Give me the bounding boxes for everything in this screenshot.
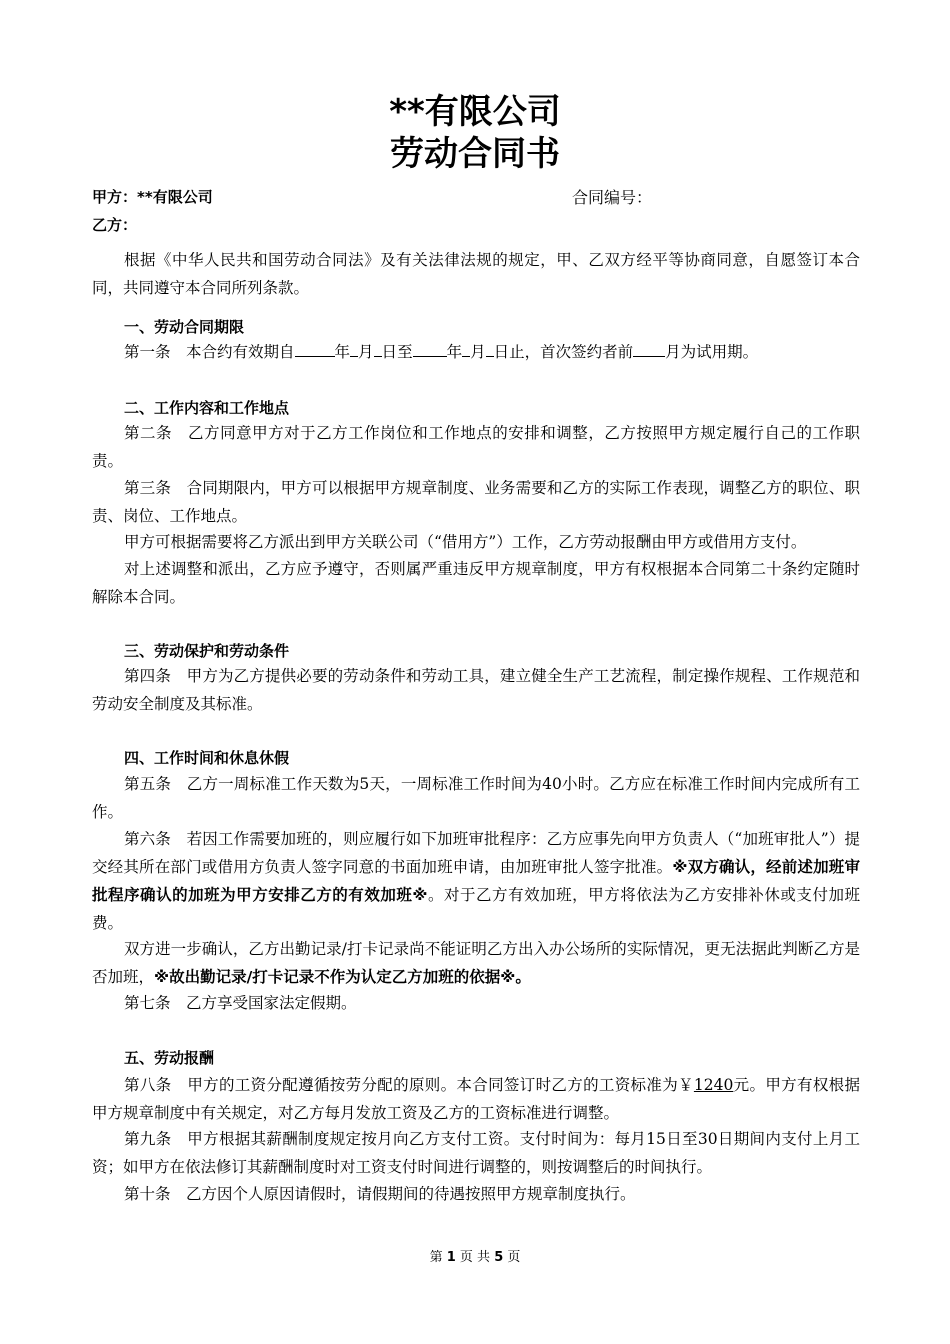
section-5-heading: 五、劳动报酬 xyxy=(124,1049,215,1067)
article-9: 第九条 甲方根据其薪酬制度规定按月向乙方支付工资。支付时间为：每月15日至30日期间内支付上月工资；如甲方在依法修订其薪酬制度时对工资支付时间进行调整的，则按调整后的时间执行。 xyxy=(92,1130,860,1176)
compliance-paragraph: 对上述调整和派出，乙方应予遵守，否则属严重违反甲方规章制度，甲方有权根据本合同第二十条约定随时解除本合同。 xyxy=(92,560,860,606)
party-a: 甲方：**有限公司 xyxy=(92,188,213,206)
secondment-paragraph: 甲方可根据需要将乙方派出到甲方关联公司（“借用方”）工作，乙方劳动报酬由甲方或借用方支付。 xyxy=(124,533,807,551)
section-2-heading: 二、工作内容和工作地点 xyxy=(124,399,290,417)
article-3: 第三条 合同期限内，甲方可以根据甲方规章制度、业务需要和乙方的实际工作表现，调整乙方的职位、职责、岗位、工作地点。 xyxy=(92,479,860,525)
contract-number-label: 合同编号： xyxy=(572,188,653,207)
article-7: 第七条 乙方享受国家法定假期。 xyxy=(124,994,357,1012)
article-1: 第一条 本合约有效期自 年 月 日至 年 月 日止，首次签约者前 月为试用期。 xyxy=(92,338,860,366)
salary-amount: 1240 xyxy=(693,1076,734,1094)
article-4: 第四条 甲方为乙方提供必要的劳动条件和劳动工具，建立健全生产工艺流程，制定操作规程、工作规范和劳动安全制度及其标准。 xyxy=(92,667,860,713)
document-title: 劳动合同书 xyxy=(390,134,560,174)
section-1-heading: 一、劳动合同期限 xyxy=(124,318,245,336)
attendance-paragraph: 双方进一步确认，乙方出勤记录/打卡记录尚不能证明乙方出入办公场所的实际情况，更无法据此判断乙方是否加班，※故出勤记录/打卡记录不作为认定乙方加班的依据※。 xyxy=(92,940,860,986)
page-footer: 第 1 页 共 5 页 xyxy=(429,1250,521,1265)
section-3-heading: 三、劳动保护和劳动条件 xyxy=(124,642,290,660)
intro-paragraph: 根据《中华人民共和国劳动合同法》及有关法律法规的规定，甲、乙双方经平等协商同意，自愿签订本合同，共同遵守本合同所列条款。 xyxy=(92,251,860,297)
party-b: 乙方： xyxy=(92,216,138,234)
article-6: 第六条 若因工作需要加班的，则应履行如下加班审批程序：乙方应事先向甲方负责人（“加班审批人”）提交经其所在部门或借用方负责人签字同意的书面加班申请，由加班审批人签字批准。※双方确认，经前述加班审批程序确认的加班为甲方安排乙方的有效加班※。对于乙方有效加班，甲方将依法为乙方安排补休或支付加班费。 xyxy=(92,830,860,932)
article-5: 第五条 乙方一周标准工作天数为5天，一周标准工作时间为40小时。乙方应在标准工作时间内完成所有工作。 xyxy=(92,775,860,821)
article-2: 第二条 乙方同意甲方对于乙方工作岗位和工作地点的安排和调整，乙方按照甲方规定履行自己的工作职责。 xyxy=(92,424,860,470)
section-4-heading: 四、工作时间和休息休假 xyxy=(124,749,290,767)
company-title: **有限公司 xyxy=(389,92,561,132)
article-8: 第八条 甲方的工资分配遵循按劳分配的原则。本合同签订时乙方的工资标准为￥1240元。甲方有权根据甲方规章制度中有关规定，对乙方每月发放工资及乙方的工资标准进行调整。 xyxy=(92,1076,860,1122)
article-10: 第十条 乙方因个人原因请假时，请假期间的待遇按照甲方规章制度执行。 xyxy=(124,1185,636,1203)
